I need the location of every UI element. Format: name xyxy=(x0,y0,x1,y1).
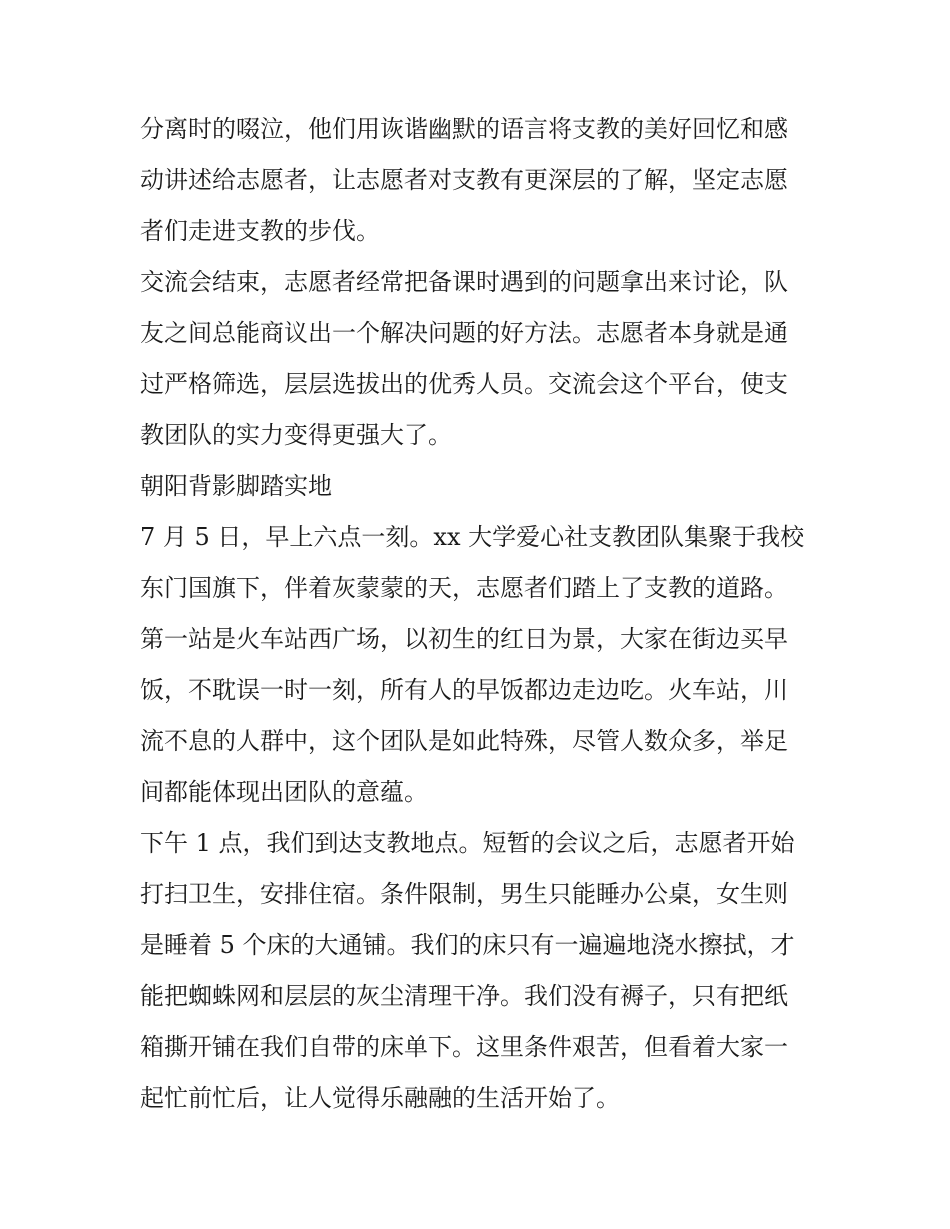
text-line: 流不息的人群中，这个团队是如此特殊，尽管人数众多，举足 xyxy=(140,727,788,755)
text-line: 动讲述给志愿者，让志愿者对支教有更深层的了解，坚定志愿 xyxy=(140,166,788,194)
paragraph xyxy=(140,818,820,1124)
text-line: 过严格筛选，层层选拔出的优秀人员。交流会这个平台，使支 xyxy=(140,370,788,398)
text-line: 第一站是火车站西广场，以初生的红日为景，大家在街边买早 xyxy=(140,625,788,653)
heading-line: 朝阳背影脚踏实地 xyxy=(140,472,332,500)
text-line: 友之间总能商议出一个解决问题的好方法。志愿者本身就是通 xyxy=(140,319,788,347)
text-line: 能把蜘蛛网和层层的灰尘清理干净。我们没有褥子，只有把纸 xyxy=(140,982,788,1010)
paragraph xyxy=(140,512,820,818)
paragraph xyxy=(140,104,820,257)
text-line: 交流会结束，志愿者经常把备课时遇到的问题拿出来讨论，队 xyxy=(140,268,788,296)
text-line: 教团队的实力变得更强大了。 xyxy=(140,421,452,449)
text-line: 下午 1 点，我们到达支教地点。短暂的会议之后，志愿者开始 xyxy=(140,829,795,857)
text-line: 起忙前忙后，让人觉得乐融融的生活开始了。 xyxy=(140,1084,620,1112)
section-heading xyxy=(140,461,820,512)
text-line: 打扫卫生，安排住宿。条件限制，男生只能睡办公桌，女生则 xyxy=(140,880,788,908)
text-line: 间都能体现出团队的意蕴。 xyxy=(140,778,428,806)
text-line: 分离时的啜泣，他们用诙谐幽默的语言将支教的美好回忆和感 xyxy=(140,115,788,143)
text-line: 7 月 5 日，早上六点一刻。xx 大学爱心社支教团队集聚于我校 xyxy=(140,523,805,551)
text-line: 者们走进支教的步伐。 xyxy=(140,217,380,245)
text-line: 是睡着 5 个床的大通铺。我们的床只有一遍遍地浇水擦拭，才 xyxy=(140,931,795,959)
text-line: 饭，不耽误一时一刻，所有人的早饭都边走边吃。火车站，川 xyxy=(140,676,788,704)
text-line: 东门国旗下，伴着灰蒙蒙的天，志愿者们踏上了支教的道路。 xyxy=(140,574,788,602)
paragraph xyxy=(140,257,820,461)
text-line: 箱撕开铺在我们自带的床单下。这里条件艰苦，但看着大家一 xyxy=(140,1033,788,1061)
document-body xyxy=(140,104,820,1124)
